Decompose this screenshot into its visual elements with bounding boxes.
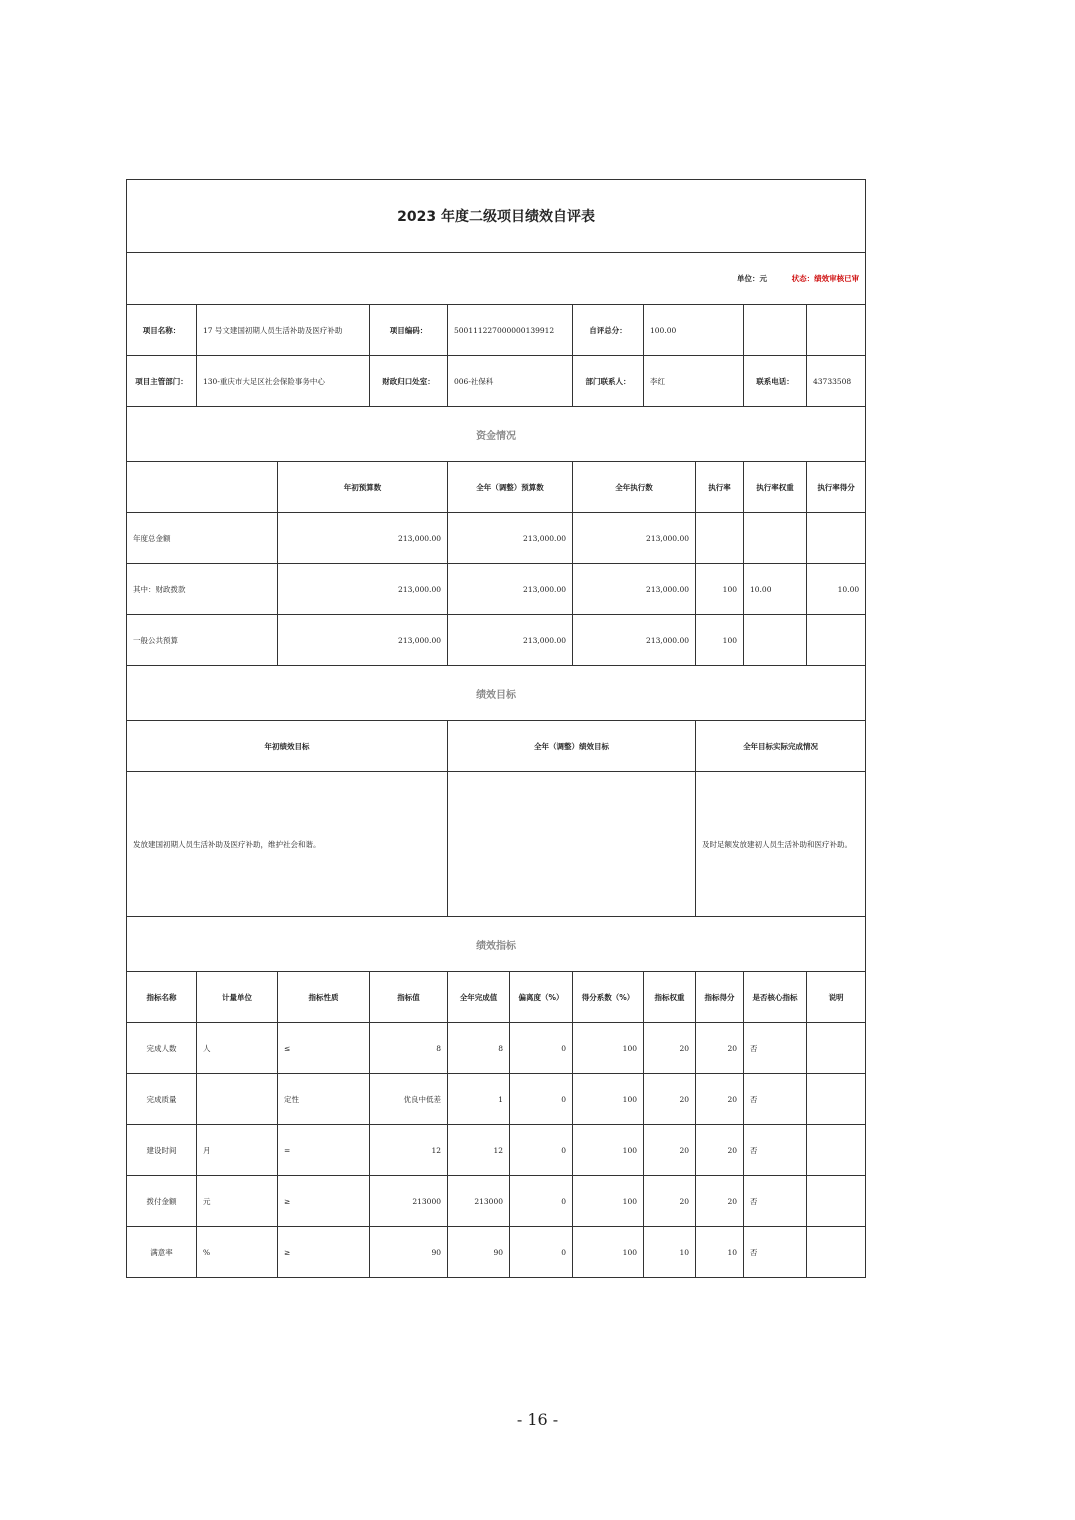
ind-name: 完成人数 [127,1023,197,1074]
fund-name: 一般公共预算 [127,615,278,666]
ind-weight: 20 [644,1176,696,1227]
fund-adjusted: 213,000.00 [448,513,573,564]
ind-deviation: 0 [510,1125,573,1176]
table-row [127,513,866,564]
ind-value: 12 [370,1125,448,1176]
ind-score: 20 [696,1176,744,1227]
dept-label: 项目主管部门： [127,356,197,407]
ind-score: 10 [696,1227,744,1278]
ind-header-score: 指标得分 [696,972,744,1023]
ind-header-weight: 指标权重 [644,972,696,1023]
ind-note [807,1023,866,1074]
ind-score: 20 [696,1074,744,1125]
fund-score [807,513,866,564]
ind-unit: % [197,1227,278,1278]
ind-core: 否 [744,1176,807,1227]
contact-value: 李红 [644,356,744,407]
table-title: 2023 年度二级项目绩效自评表 [127,180,866,253]
indicators-section-title: 绩效指标 [127,917,866,972]
fund-adjusted: 213,000.00 [448,615,573,666]
finance-office-value: 006-社保科 [448,356,573,407]
funds-section-title: 资金情况 [127,407,866,462]
ind-done: 1 [448,1074,510,1125]
funds-header-adjusted: 全年（调整）预算数 [448,462,573,513]
ind-unit: 元 [197,1176,278,1227]
ind-coef: 100 [573,1125,644,1176]
ind-header-nature: 指标性质 [278,972,370,1023]
fund-weight [744,615,807,666]
table-row [127,1176,866,1227]
ind-coef: 100 [573,1176,644,1227]
goal-initial-text: 发放建国初期人员生活补助及医疗补助，维护社会和谐。 [127,772,448,917]
table-row [127,1227,866,1278]
ind-note [807,1176,866,1227]
ind-header-coef: 得分系数（%） [573,972,644,1023]
ind-nature: ≥ [278,1227,370,1278]
ind-done: 90 [448,1227,510,1278]
fund-initial: 213,000.00 [278,564,448,615]
ind-coef: 100 [573,1227,644,1278]
ind-done: 8 [448,1023,510,1074]
ind-header-deviation: 偏离度（%） [510,972,573,1023]
project-code: 500111227000000139912 [448,305,573,356]
ind-deviation: 0 [510,1074,573,1125]
funds-header-initial: 年初预算数 [278,462,448,513]
ind-coef: 100 [573,1023,644,1074]
empty-cell [807,305,866,356]
ind-nature: 定性 [278,1074,370,1125]
ind-done: 12 [448,1125,510,1176]
ind-score: 20 [696,1023,744,1074]
funds-header-empty [127,462,278,513]
fund-weight [744,513,807,564]
ind-core: 否 [744,1125,807,1176]
unit-label: 单位：元 [737,274,767,283]
status-label: 状态：绩效审核已审 [791,274,860,283]
ind-header-name: 指标名称 [127,972,197,1023]
ind-header-done: 全年完成值 [448,972,510,1023]
ind-value: 优良中低差 [370,1074,448,1125]
ind-note [807,1227,866,1278]
funds-header-executed: 全年执行数 [573,462,696,513]
fund-executed: 213,000.00 [573,564,696,615]
goals-header-actual: 全年目标实际完成情况 [696,721,866,772]
phone-label: 联系电话： [744,356,807,407]
fund-rate: 100 [696,615,744,666]
table-row [127,1023,866,1074]
dept-value: 130-重庆市大足区社会保险事务中心 [197,356,370,407]
fund-initial: 213,000.00 [278,513,448,564]
ind-nature: ≥ [278,1176,370,1227]
unit-status-row [127,253,866,305]
ind-weight: 20 [644,1074,696,1125]
ind-core: 否 [744,1227,807,1278]
ind-value: 8 [370,1023,448,1074]
table-row [127,1074,866,1125]
ind-score: 20 [696,1125,744,1176]
funds-header-rate: 执行率 [696,462,744,513]
fund-rate: 100 [696,564,744,615]
contact-label: 部门联系人： [573,356,644,407]
ind-core: 否 [744,1074,807,1125]
ind-name: 拨付金额 [127,1176,197,1227]
ind-name: 建设时间 [127,1125,197,1176]
self-score: 100.00 [644,305,744,356]
ind-deviation: 0 [510,1023,573,1074]
self-score-label: 自评总分： [573,305,644,356]
ind-core: 否 [744,1023,807,1074]
funds-header-weight: 执行率权重 [744,462,807,513]
ind-header-note: 说明 [807,972,866,1023]
fund-name: 年度总金额 [127,513,278,564]
table-row [127,615,866,666]
fund-weight: 10.00 [744,564,807,615]
funds-header-score: 执行率得分 [807,462,866,513]
performance-self-evaluation-table [126,179,866,1278]
ind-unit [197,1074,278,1125]
fund-initial: 213,000.00 [278,615,448,666]
ind-weight: 20 [644,1023,696,1074]
ind-value: 213000 [370,1176,448,1227]
ind-header-unit: 计量单位 [197,972,278,1023]
finance-office-label: 财政归口处室： [370,356,448,407]
ind-header-core: 是否核心指标 [744,972,807,1023]
ind-deviation: 0 [510,1227,573,1278]
ind-unit: 月 [197,1125,278,1176]
page-number: - 16 - [516,1410,559,1429]
fund-score [807,615,866,666]
ind-note [807,1125,866,1176]
ind-nature: = [278,1125,370,1176]
fund-executed: 213,000.00 [573,615,696,666]
ind-value: 90 [370,1227,448,1278]
fund-rate [696,513,744,564]
goals-header-adjusted: 全年（调整）绩效目标 [448,721,696,772]
project-name-label: 项目名称： [127,305,197,356]
ind-name: 满意率 [127,1227,197,1278]
fund-adjusted: 213,000.00 [448,564,573,615]
project-code-label: 项目编码： [370,305,448,356]
ind-nature: ≤ [278,1023,370,1074]
ind-done: 213000 [448,1176,510,1227]
project-name: 17 号文建国初期人员生活补助及医疗补助 [197,305,370,356]
ind-unit: 人 [197,1023,278,1074]
goals-header-initial: 年初绩效目标 [127,721,448,772]
phone-value: 43733508 [807,356,866,407]
ind-name: 完成质量 [127,1074,197,1125]
ind-coef: 100 [573,1074,644,1125]
empty-cell [744,305,807,356]
goal-adjusted-text [448,772,696,917]
ind-header-value: 指标值 [370,972,448,1023]
fund-executed: 213,000.00 [573,513,696,564]
table-row [127,1125,866,1176]
table-row [127,564,866,615]
goal-actual-text: 及时足额发放建初人员生活补助和医疗补助。 [696,772,866,917]
fund-score: 10.00 [807,564,866,615]
fund-name: 其中：财政拨款 [127,564,278,615]
ind-weight: 20 [644,1125,696,1176]
ind-note [807,1074,866,1125]
ind-deviation: 0 [510,1176,573,1227]
goals-section-title: 绩效目标 [127,666,866,721]
ind-weight: 10 [644,1227,696,1278]
